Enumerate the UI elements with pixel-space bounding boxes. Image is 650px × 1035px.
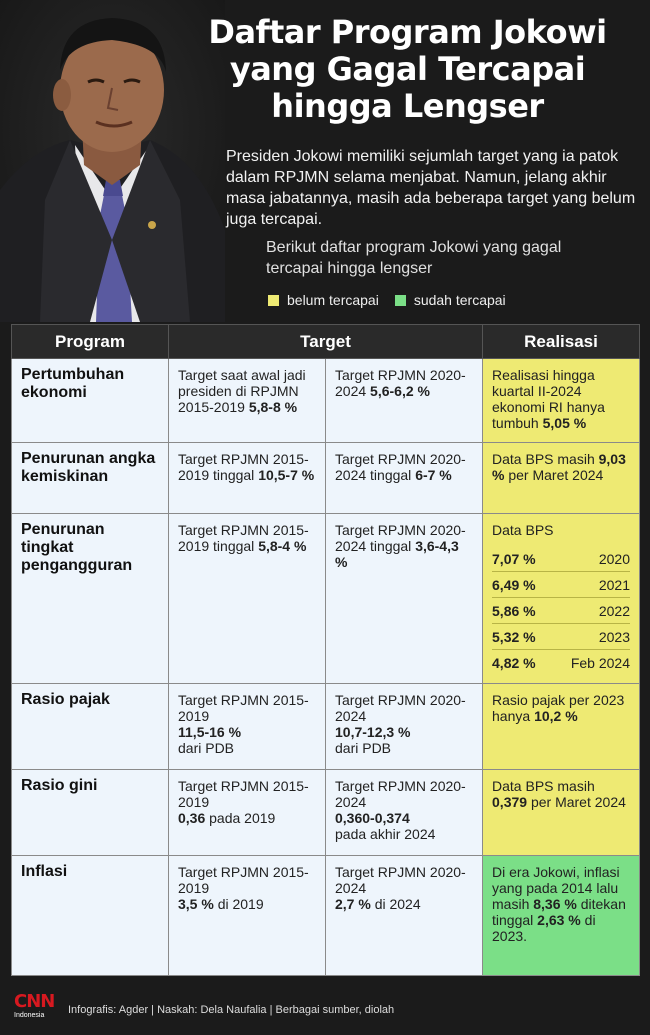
target-text: Target RPJMN 2020-2024 [335,778,466,810]
target-2015-2019 [169,443,326,514]
credits: Infografis: Agder | Naskah: Dela Naufalia | Berbagai sumber, diolah [68,1004,395,1016]
realization-value: 10,2 % [534,708,578,724]
realization-value: 9,03 % [492,451,626,483]
target-text: dari PDB [178,740,235,756]
subintro-text: Berikut daftar program Jokowi yang gagal tercapai hingga lengser [266,239,562,277]
title-line: yang Gagal Tercapai [229,50,586,88]
table-row [12,359,640,443]
list-item [492,546,630,572]
target-value: 3,6-4,3 % [335,538,459,570]
legend-item-not-achieved [268,292,379,308]
realization-text: Di era Jokowi, inflasi yang pada 2014 lalu masih [492,864,620,912]
list-period: 2021 [551,572,630,598]
table-row [12,770,640,856]
target-value: 0,36 [178,810,206,826]
target-2020-2024 [326,856,483,976]
target-value: 10,5-7 % [258,467,315,483]
cnn-indonesia-logo [14,993,54,1027]
realization-text: Data BPS [492,522,554,538]
target-text: Target RPJMN 2020-2024 [335,367,466,399]
target-text: pada akhir 2024 [335,826,436,842]
program-name: Penurunan tingkat pengangguran [12,514,169,684]
realization-value: 8,36 % [533,896,577,912]
target-2020-2024 [326,684,483,770]
program-name: Inflasi [12,856,169,976]
realization [483,514,640,684]
legend-label: sudah tercapai [413,292,506,308]
header-program: Program [12,325,169,359]
realization-text: per Maret 2024 [504,467,604,483]
header-target: Target [169,325,483,359]
target-2020-2024 [326,514,483,684]
target-2015-2019 [169,684,326,770]
realization-text: di 2023. [492,912,596,944]
target-value: 5,6-6,2 % [370,383,430,399]
list-value: 5,86 % [492,603,536,619]
target-2020-2024 [326,770,483,856]
target-text: Target RPJMN 2015-2019 tinggal [178,522,309,554]
target-text: di 2024 [370,896,421,912]
realization-text: Realisasi hingga kuartal II-2024 ekonomi RI hanya tumbuh [492,367,605,431]
realization [483,770,640,856]
realization [483,856,640,976]
target-text: Target RPJMN 2020-2024 tinggal [335,522,466,554]
list-value: 4,82 % [492,655,536,671]
list-item [492,572,630,598]
title-line: Daftar Program Jokowi [208,13,607,51]
target-text: di 2019 [213,896,264,912]
unemployment-list [492,546,630,675]
legend [268,292,522,308]
realization-value: 0,379 [492,794,528,810]
table-row [12,684,640,770]
table-header-row [12,325,640,359]
page-title [175,14,640,125]
target-2015-2019 [169,770,326,856]
list-item [492,598,630,624]
program-name: Rasio gini [12,770,169,856]
program-name: Pertumbuhan ekonomi [12,359,169,443]
target-value: 5,8-4 % [258,538,307,554]
list-value: 5,32 % [492,629,536,645]
target-value: 5,8-8 % [248,399,298,415]
realization [483,443,640,514]
table-row [12,856,640,976]
target-text: dari PDB [335,740,392,756]
realization-text: per Maret 2024 [527,794,626,810]
table-row [12,443,640,514]
target-text: Target RPJMN 2020-2024 [335,692,466,724]
target-text: Target RPJMN 2020-2024 [335,864,466,896]
target-value: 2,7 % [335,896,371,912]
target-text: Target saat awal jadi presiden di RPJMN 2015-2019 [178,367,306,415]
program-table [11,324,640,976]
target-value: 3,5 % [178,896,214,912]
target-value: 6-7 % [415,467,452,483]
list-period: 2020 [598,551,631,567]
title-line: hingga Lengser [271,87,544,125]
footer [0,985,650,1035]
target-2015-2019 [169,359,326,443]
header-realization: Realisasi [483,325,640,359]
list-value: 7,07 % [492,551,536,567]
target-text: Target RPJMN 2015-2019 [178,778,309,810]
target-2020-2024 [326,359,483,443]
target-value: 10,7-12,3 % [335,724,411,740]
table-row [12,514,640,684]
list-item [492,650,630,676]
target-value: 0,360-0,374 [335,810,410,826]
logo-word: CNN [14,991,55,1012]
realization-text: Data BPS masih [492,451,599,467]
green-swatch-icon [395,295,406,306]
realization [483,684,640,770]
logo-sub: Indonesia [14,1012,45,1019]
yellow-swatch-icon [268,295,279,306]
target-text: Target RPJMN 2015-2019 [178,864,309,896]
list-item [492,624,630,650]
target-text: pada 2019 [205,810,276,826]
realization-text: Data BPS masih [492,778,595,794]
intro-text: Presiden Jokowi memiliki sejumlah target yang ia patok dalam RPJMN selama menjabat. Namun, jelang akhir masa jabatannya, masih ada beberapa target yang belum juga tercapai. [226,148,636,228]
list-period: 2022 [551,598,630,624]
realization [483,359,640,443]
list-period: 2023 [551,624,630,650]
target-value: 11,5-16 % [178,724,242,740]
target-2015-2019 [169,514,326,684]
target-text: Target RPJMN 2020-2024 tinggal [335,451,466,483]
list-period: Feb 2024 [551,650,630,676]
realization-value: 2,63 % [537,912,581,928]
target-2015-2019 [169,856,326,976]
realization-text: ditekan tinggal [492,896,626,928]
legend-label: belum tercapai [287,292,379,308]
program-name: Rasio pajak [12,684,169,770]
target-2020-2024 [326,443,483,514]
legend-item-achieved [395,292,506,308]
realization-text: Rasio pajak per 2023 hanya [492,692,625,724]
target-text: Target RPJMN 2015-2019 tinggal [178,451,309,483]
realization-value: 5,05 % [542,415,587,431]
list-value: 6,49 % [492,577,536,593]
target-text: Target RPJMN 2015-2019 [178,692,309,724]
program-name: Penurunan angka kemiskinan [12,443,169,514]
